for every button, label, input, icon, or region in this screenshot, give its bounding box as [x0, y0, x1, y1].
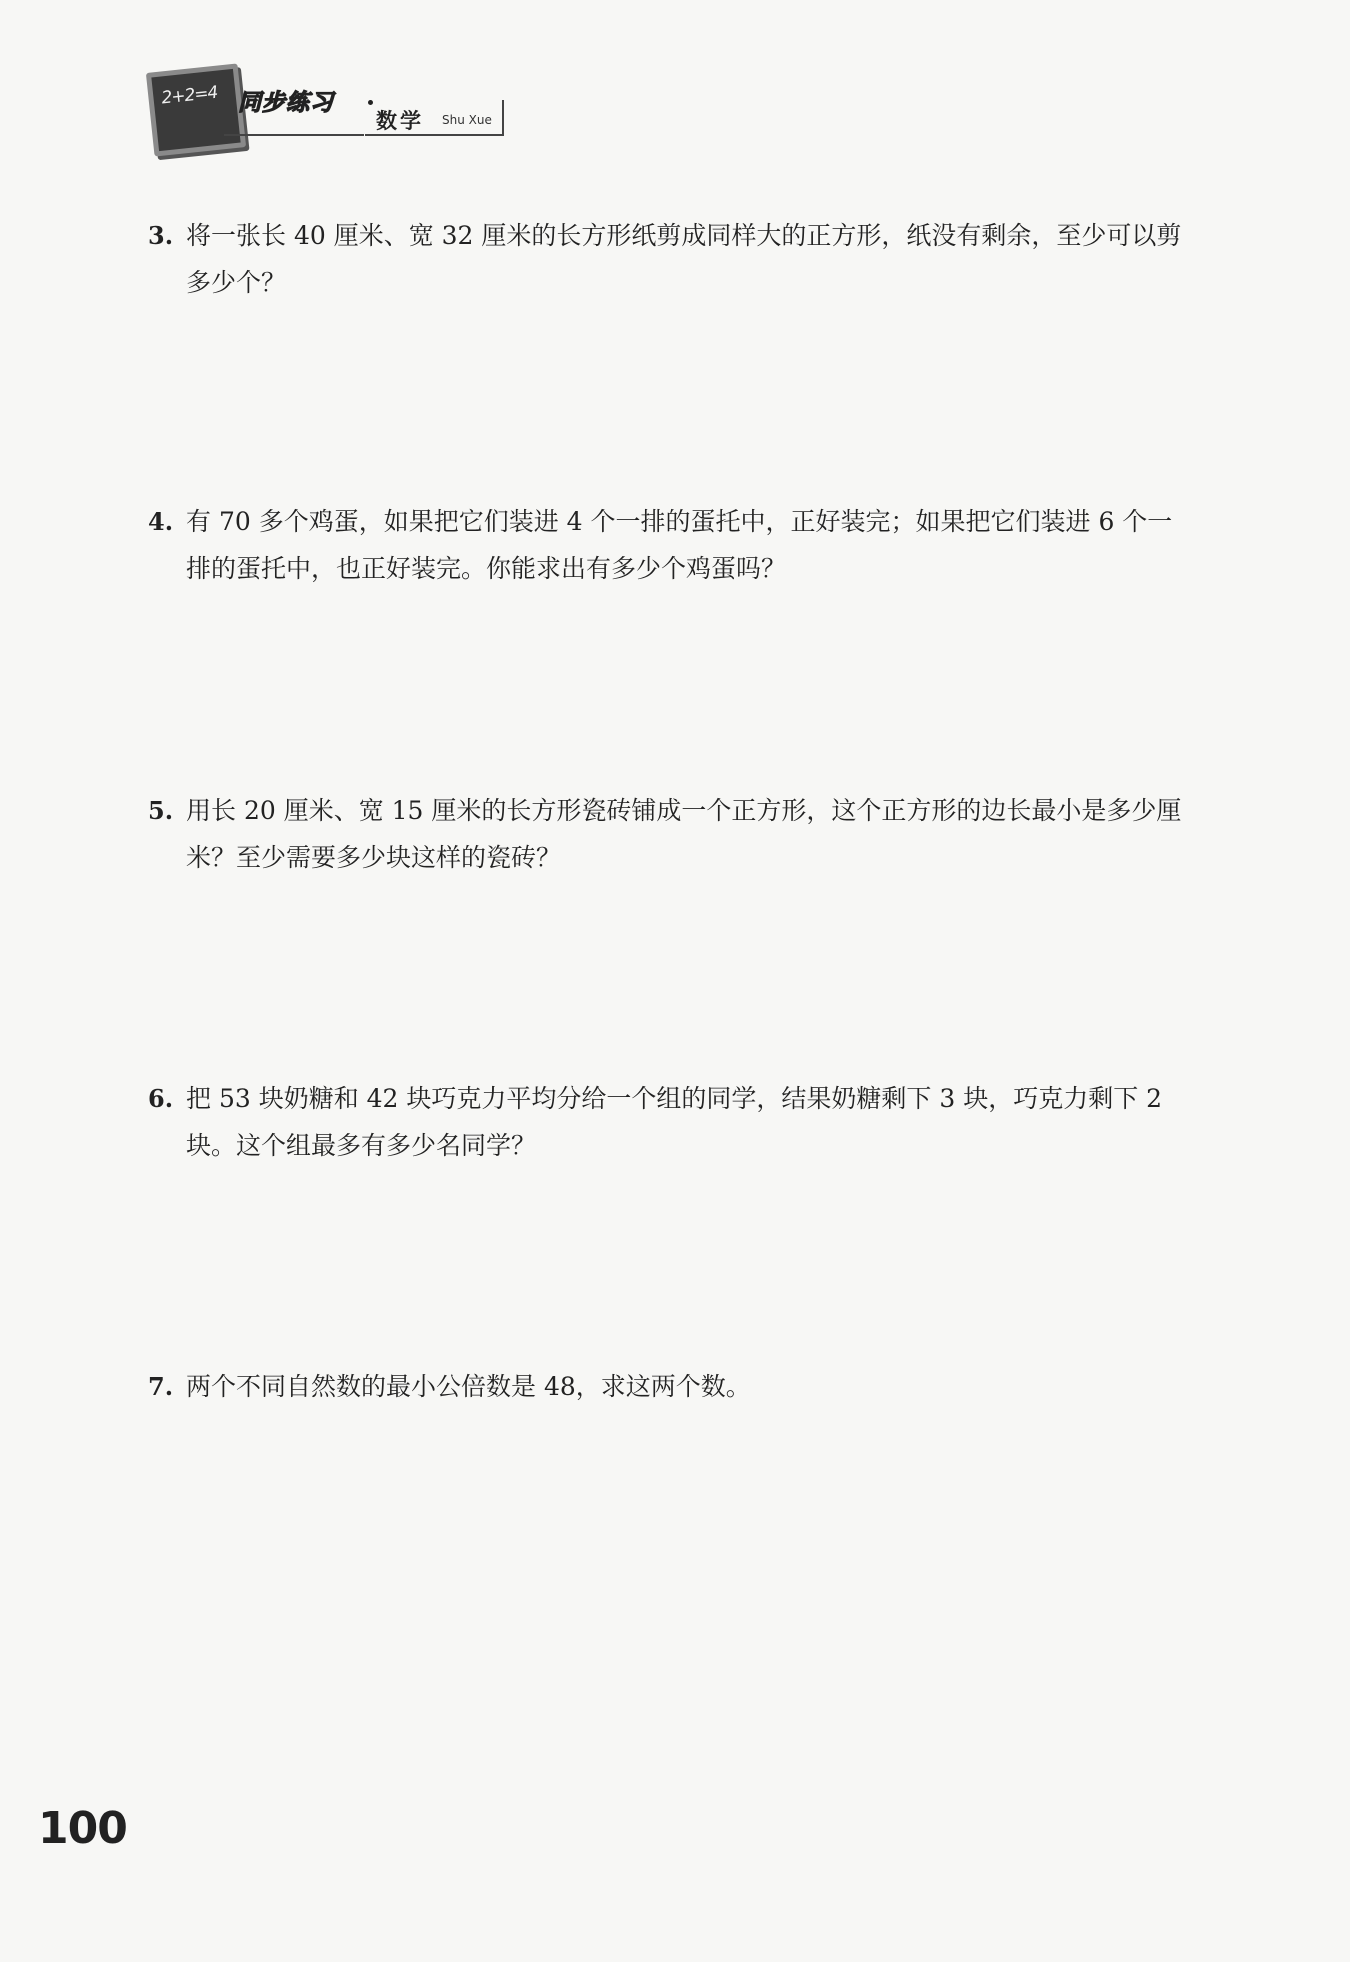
problem-6 — [148, 1075, 1198, 1169]
page-header — [140, 58, 510, 158]
page-number: 100 — [38, 1803, 127, 1854]
problem-text: 将一张长 40 厘米、宽 32 厘米的长方形纸剪成同样大的正方形，纸没有剩余，至少可以剪多少个？ — [186, 221, 1182, 297]
problem-number: 7. — [148, 1372, 174, 1401]
header-dot — [368, 100, 373, 105]
problem-text: 两个不同自然数的最小公倍数是 48，求这两个数。 — [186, 1372, 751, 1401]
header-title: 同步练习 — [238, 90, 334, 116]
problem-number: 5. — [148, 796, 174, 825]
problem-7 — [148, 1363, 1198, 1410]
problem-number: 6. — [148, 1084, 174, 1113]
header-subject: 数学 — [376, 109, 424, 133]
problem-text: 有 70 多个鸡蛋，如果把它们装进 4 个一排的蛋托中，正好装完；如果把它们装进 6 个一排的蛋托中，也正好装完。你能求出有多少个鸡蛋吗？ — [186, 507, 1173, 583]
header-divider — [224, 134, 364, 136]
problem-text: 用长 20 厘米、宽 15 厘米的长方形瓷砖铺成一个正方形，这个正方形的边长最小是多少厘米？至少需要多少块这样的瓷砖？ — [186, 796, 1182, 872]
problem-text: 把 53 块奶糖和 42 块巧克力平均分给一个组的同学，结果奶糖剩下 3 块，巧克力剩下 2 块。这个组最多有多少名同学？ — [186, 1084, 1163, 1160]
header-pinyin: Shu Xue — [442, 113, 492, 127]
blackboard-icon — [146, 63, 246, 156]
problem-5 — [148, 787, 1198, 881]
problem-4 — [148, 498, 1198, 592]
problem-3 — [148, 212, 1198, 306]
problem-number: 4. — [148, 507, 174, 536]
problem-number: 3. — [148, 221, 174, 250]
blackboard-text: 2+2=4 — [160, 82, 219, 109]
